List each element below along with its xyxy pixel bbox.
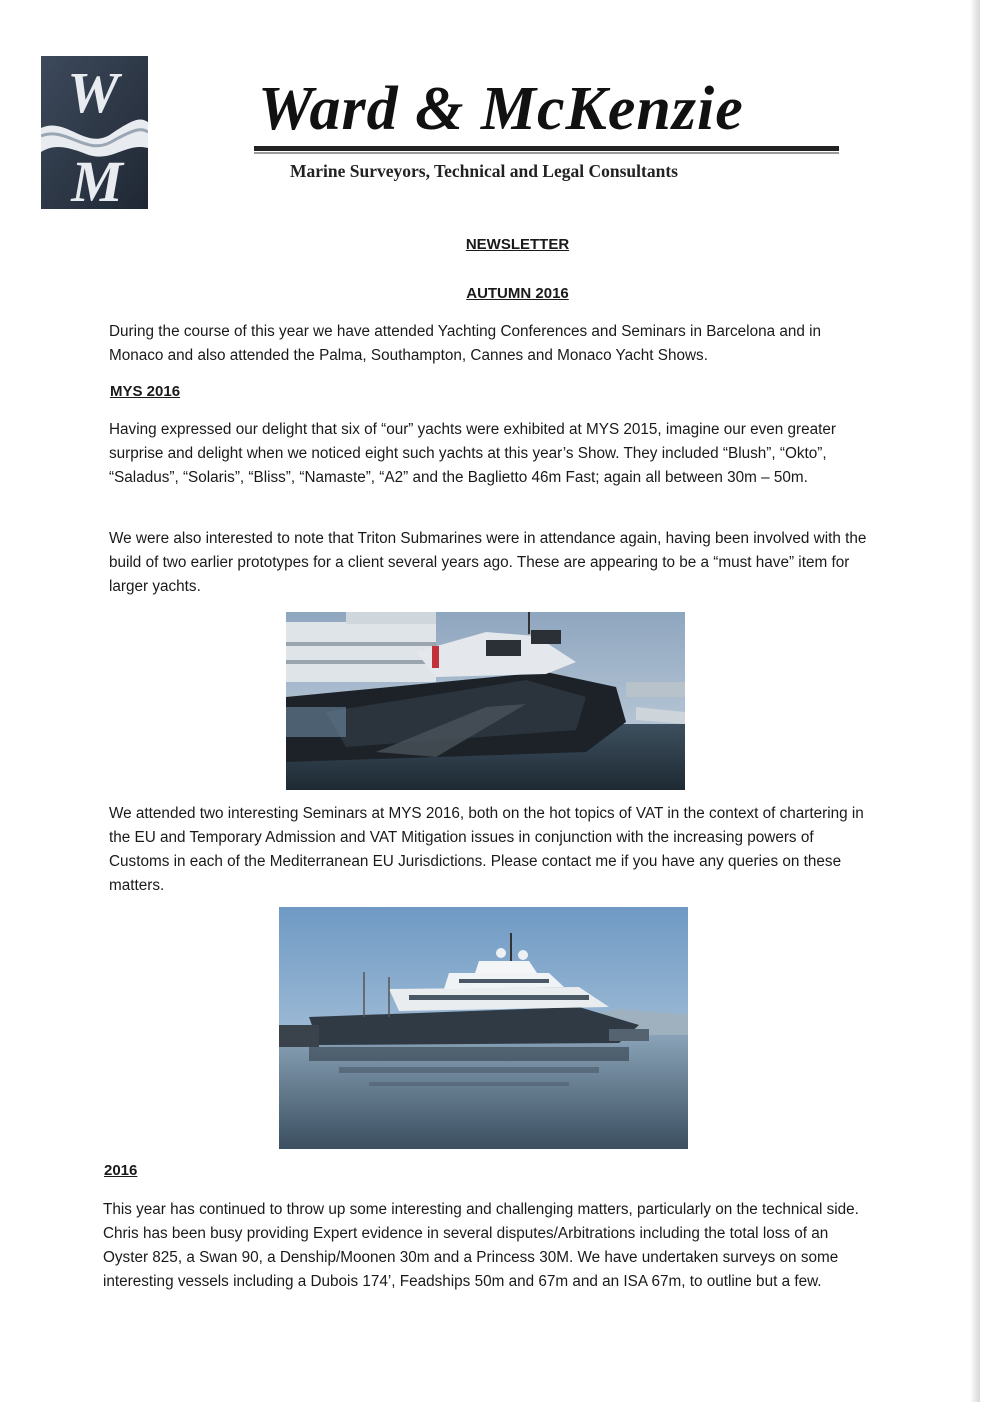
mys-paragraph-3: We attended two interesting Seminars at MYS 2016, both on the hot topics of VAT in the context of chartering in the EU and Temporary Admission and VAT Mitigation issues in conjunction with the increasing powers of Customs in each of the Mediterranean EU Jurisdictions. Please contact me if you have any queries on these matters. [109, 805, 864, 894]
header-rule [254, 146, 839, 151]
company-name: Ward & McKenzie [258, 75, 744, 143]
newsletter-title: NEWSLETTER [465, 236, 570, 253]
mys-paragraph-1: Having expressed our delight that six of “our” yachts were exhibited at MYS 2015, imagine our even greater surprise and delight when we noticed eight such yachts at this year’s Show. They included “Blush”, “Okto”, “Saladus”, “Solaris”, “Bliss”, “Namaste”, “A2” and the Baglietto 46m Fast; again all between 30m – 50m. [109, 421, 836, 486]
section-heading-2016: 2016 [104, 1162, 138, 1179]
intro-paragraph: During the course of this year we have attended Yachting Conferences and Seminars in Barcelona and in Monaco and also attended the Palma, Southampton, Cannes and Monaco Yacht Shows. [109, 323, 822, 364]
company-tagline: Marine Surveyors, Technical and Legal Consultants [290, 161, 678, 181]
header-rule-shadow [254, 152, 839, 154]
issue-heading: AUTUMN 2016 [466, 285, 569, 302]
yacht-stern-photo [286, 612, 685, 790]
page-edge-shadow [970, 0, 980, 1402]
year-2016-paragraph: This year has continued to throw up some interesting and challenging matters, particularly on the technical side. Chris has been busy providing Expert evidence in several disputes/Arbitrations including the total loss of an Oyster 825, a Swan 90, a Denship/Moonen 30m and a Princess 30M. We have undertaken surveys on some interesting vessels including a Dubois 174’, Feadships 50m and 67m and an ISA 67m, to outline but a few. [103, 1201, 859, 1290]
superyacht-harbour-photo [279, 907, 688, 1149]
logo-letter-w: W [67, 60, 119, 125]
wm-logo [41, 56, 148, 209]
section-heading-mys: MYS 2016 [110, 383, 181, 400]
logo-letter-m: M [71, 149, 123, 209]
mys-paragraph-2: We were also interested to note that Triton Submarines were in attendance again, having been involved with the build of two earlier prototypes for a client several years ago. These are appearing to be a “must have” item for larger yachts. [109, 530, 867, 595]
